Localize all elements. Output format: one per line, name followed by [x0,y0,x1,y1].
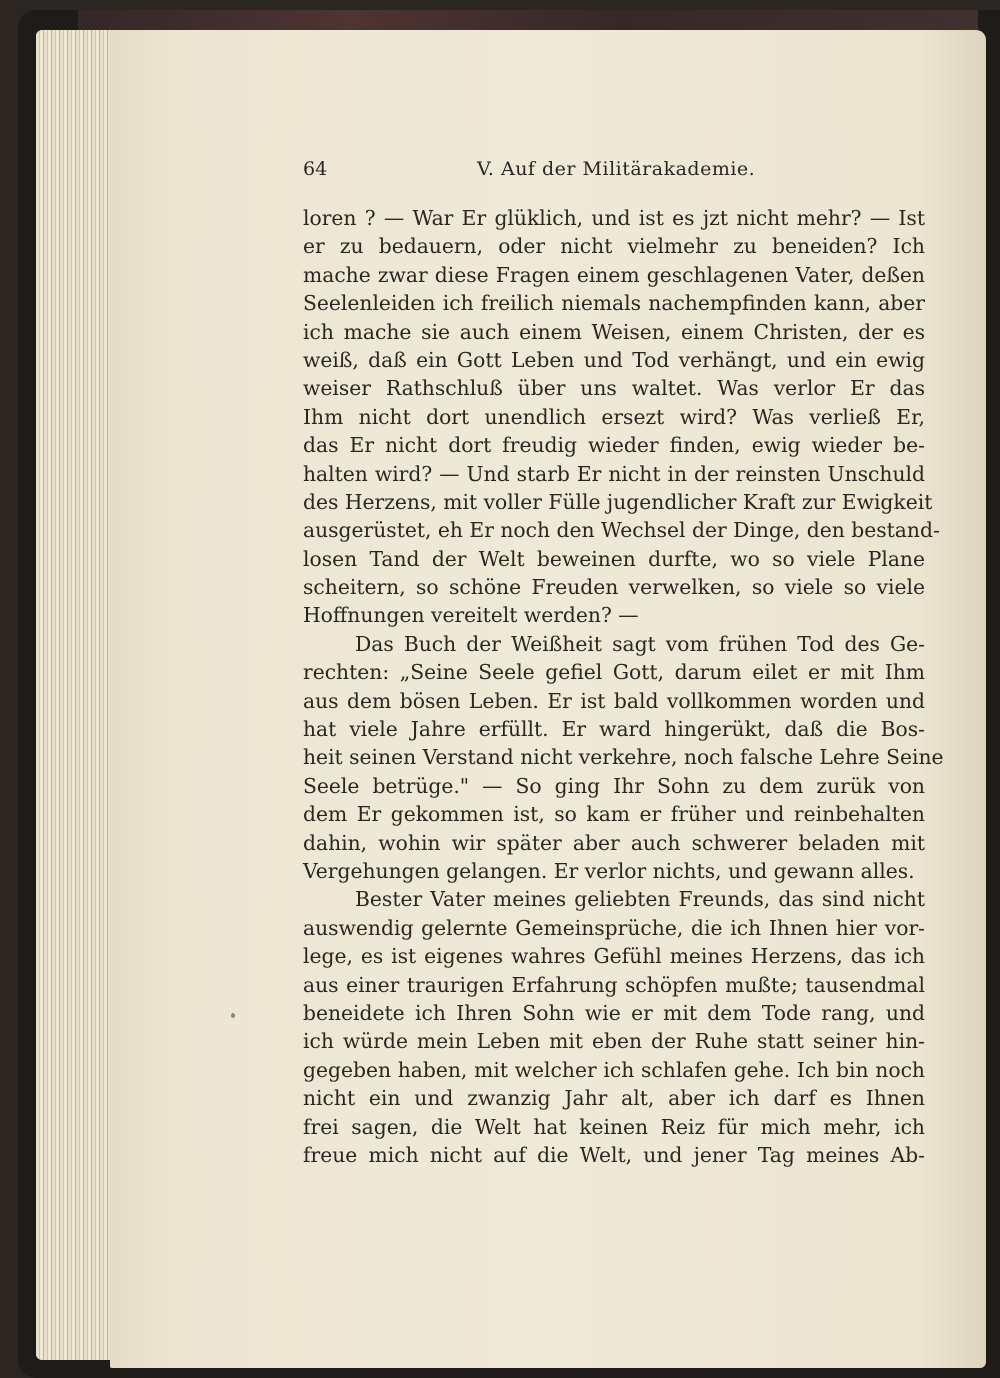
page-number: 64 [303,158,328,180]
text-line: ich mache sie auch einem Weisen, einem Christen, der es [303,319,925,344]
text-line: losen Tand der Welt beweinen durfte, wo so viele Plane [303,546,925,571]
chapter-title: V. Auf der Militärakademie. [477,158,756,180]
text-line: dahin, wohin wir später aber auch schwerer beladen mit [303,830,925,855]
text-line: Hoffnungen vereitelt werden? — [303,603,639,628]
text-line: lege, es ist eigenes wahres Gefühl meines Herzens, das ich [303,944,925,969]
text-line: dem Er gekommen ist, so kam er früher und reinbehalten [303,802,925,827]
text-line: beneidete ich Ihren Sohn wie er mit dem Tode rang, und [303,1000,925,1025]
body-text [303,204,944,1169]
text-line: halten wird? — Und starb Er nicht in der reinsten Unschuld [303,461,925,486]
text-line: nicht ein und zwanzig Jahr alt, aber ich darf es Ihnen [303,1086,925,1111]
text-line: frei sagen, die Welt hat keinen Reiz für mich mehr, ich [303,1114,925,1139]
text-line: Vergehungen gelangen. Er verlor nichts, und gewann alles. [303,858,915,883]
page-content [303,152,944,1169]
text-line: gegeben haben, mit welcher ich schlafen gehe. Ich bin noch [303,1057,925,1082]
text-line: loren ? — War Er glüklich, und ist es jzt nicht mehr? — Ist [303,206,925,230]
paper-spot [231,1013,235,1018]
text-line: Das Buch der Weißheit sagt vom frühen Tod des Ge- [355,631,925,656]
text-line: Ihm nicht dort unendlich ersezt wird? Was verließ Er, [303,404,925,429]
text-line: aus einer traurigen Erfahrung schöpfen mußte; tausendmal [303,972,925,997]
text-line: das Er nicht dort freudig wieder finden, ewig wieder be- [303,433,925,458]
text-line: freue mich nicht auf die Welt, und jener Tag meines Ab- [303,1142,925,1167]
text-line: Bester Vater meines geliebten Freunds, das sind nicht [355,887,925,912]
text-line: er zu bedauern, oder nicht vielmehr zu beneiden? Ich [303,234,925,259]
text-line: aus dem bösen Leben. Er ist bald vollkommen worden und [303,688,925,713]
text-line: mache zwar diese Fragen einem geschlagenen Vater, deßen [303,262,925,287]
text-line: Seele betrüge." — So ging Ihr Sohn zu dem zurük von [303,773,925,798]
text-line: scheitern, so schöne Freuden verwelken, so viele so viele [303,575,925,600]
text-line: weiser Rathschluß über uns waltet. Was verlor Er das [303,376,925,401]
text-line: weiß, daß ein Gott Leben und Tod verhängt, und ein ewig [303,347,925,372]
text-line: des Herzens, mit voller Fülle jugendlicher Kraft zur Ewigkeit [303,489,933,514]
text-line: Seelenleiden ich freilich niemals nachempfinden kann, aber [303,291,925,316]
running-head [303,152,925,192]
text-line: ausgerüstet, eh Er noch den Wechsel der Dinge, den bestand- [303,518,940,543]
text-line: rechten: „Seine Seele gefiel Gott, darum eilet er mit Ihm [303,660,925,685]
text-line: auswendig gelernte Gemeinsprüche, die ich Ihnen hier vor- [303,915,925,940]
text-line: hat viele Jahre erfüllt. Er ward hingerükt, daß die Bos- [303,717,925,742]
text-line: ich würde mein Leben mit eben der Ruhe statt seiner hin- [303,1029,925,1054]
text-line: heit seinen Verstand nicht verkehre, noch falsche Lehre Seine [303,745,944,770]
